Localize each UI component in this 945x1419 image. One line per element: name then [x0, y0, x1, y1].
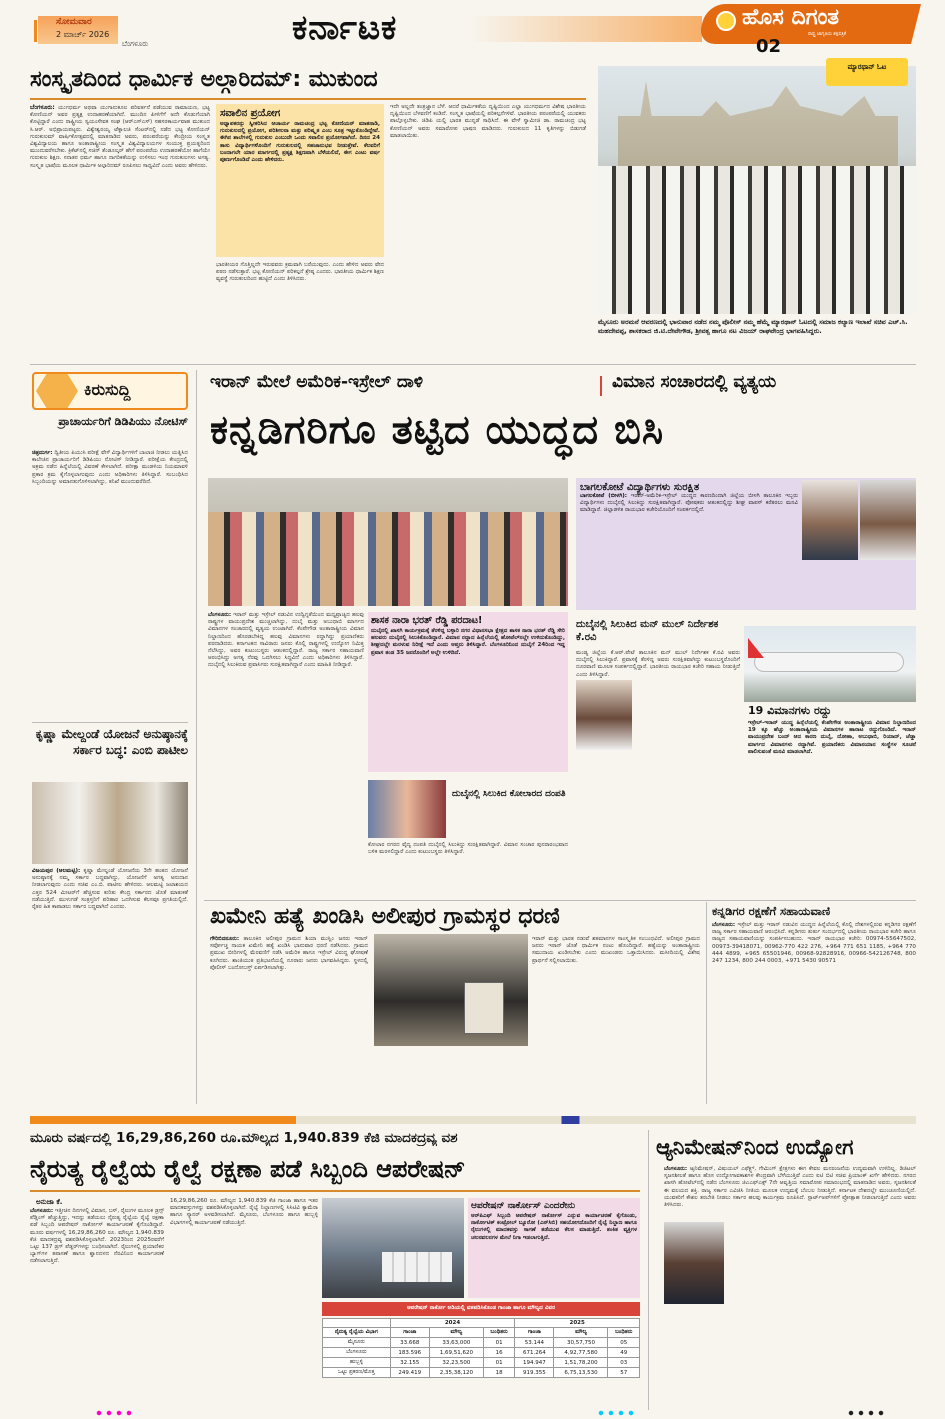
- story1-dateline: ಬೆಂಗಳೂರು:: [30, 104, 55, 111]
- naara-body: ದುಬೈನಲ್ಲಿ ಖಾಸಗಿ ಕಾರ್ಯಕ್ರಮಕ್ಕೆ ತೆರಳಿದ್ದ ಬಳ್ಳಾರಿ ನಗರ ವಿಧಾನಸಭಾ ಕ್ಷೇತ್ರದ ಶಾಸಕ ನಾರಾ ಭರತ್ ರೆಡ್ಡಿ ಸೇರಿ ಹಲವರು ದುಬೈನಲ್ಲಿ ಸಿಲುಕಿಕೊಂಡಿದ್ದಾರೆ. ವಿಮಾನ ರದ್ದಾದ ಹಿನ್ನೆಲೆಯಲ್ಲಿ ಹೋಟೆಲ್‌ನಲ್ಲೇ ಉಳಿದುಕೊಂಡಿದ್ದು, ಶೀಘ್ರದಲ್ಲೇ ಮರಳುವ ನಿರೀಕ್ಷೆ ಇದೆ ಎಂದು ಆಪ್ತರು ತಿಳಿಸಿದ್ದಾರೆ. ಬೆಂಗಳೂರಿನಿಂದ ದುಬೈಗೆ 24ರಿಂದ ಇದ್ದ ಪ್ರವಾಸ ತಂಡ 35 ಜನರೊಂದಿಗೆ ಅಲ್ಲೇ ಉಳಿದಿದೆ.: [371, 628, 565, 656]
- col-header: ಬಂಧಿತರು: [608, 1328, 640, 1338]
- table-cell: ಬೆಂಗಳೂರು: [323, 1348, 391, 1358]
- flights-title: 19 ವಿಮಾನಗಳು ರದ್ದು: [748, 704, 832, 717]
- krishna-text: ಕೃಷ್ಣಾ ಮೇಲ್ದಂಡೆ ಯೋಜನೆಯ 3ನೇ ಹಂತದ ಯೋಜನೆ ಅನುಷ್ಠಾನಕ್ಕೆ ನಮ್ಮ ಸರ್ಕಾರ ಬದ್ಧವಾಗಿದ್ದು, ಯೋಜನೆಗೆ ಅಗತ್ಯ ಅನುದಾನ ನೀಡಲಾಗುವುದು ಎಂದು ಸಚಿವ ಎಂ.ಬಿ. ಪಾಟೀಲ ಹೇಳಿದರು. ಆಲಮಟ್ಟಿ ಜಲಾಶಯದ ಎತ್ತರ 524 ಮೀಟರ್‌ಗೆ ಹೆಚ್ಚಿಸುವ ಕುರಿತು ಕೇಂದ್ರ ಸರ್ಕಾರದ ಜೊತೆ ಮಾತುಕತೆ ನಡೆಯುತ್ತಿದೆ. ಮುಳುಗಡೆ ಸಂತ್ರಸ್ತರಿಗೆ ಪರಿಹಾರ ಒದಗಿಸುವ ಕೆಲಸವೂ ಪ್ರಗತಿಯಲ್ಲಿದೆ. ರೈತರ ಹಿತ ಕಾಪಾಡಲು ಸರ್ಕಾರ ಬದ್ಧವಾಗಿದೆ ಎಂದರು.: [32, 868, 188, 911]
- kirusuddi-dateline: ಚಿತ್ರದುರ್ಗ:: [32, 450, 53, 456]
- helpline-text: ಇಸ್ರೇಲ್ ಮತ್ತು ಇರಾನ್ ನಡುವಿನ ಯುದ್ಧದ ಹಿನ್ನೆಲೆಯಲ್ಲಿ ಕೊಲ್ಲಿ ದೇಶಗಳಲ್ಲಿರುವ ಕನ್ನಡಿಗರ ರಕ್ಷಣೆಗೆ ರಾಜ್ಯ ಸರ್ಕಾರ ಸಹಾಯವಾಣಿ ಆರಂಭಿಸಿದೆ. ಕನ್ನಡಿಗರು ತುರ್ತು ಸಂದರ್ಭದಲ್ಲಿ ಭಾರತೀಯ ರಾಯಭಾರ ಕಚೇರಿ ಹಾಗೂ ರಾಜ್ಯದ ಸಹಾಯವಾಣಿಯನ್ನು ಸಂಪರ್ಕಿಸಬಹುದು. ಇರಾನ್ ರಾಯಭಾರ ಕಚೇರಿ: 00974-55647502, 00973-39418071, 00962-770 422 276, +964 771 651 1185, +964 770 444 4899, +965 65501946, 00968-92828916, 00966-542126748, 800 247 1234, 800 244 0003, +971 5430 90571: [712, 922, 916, 965]
- table-cell: 919.355: [515, 1368, 554, 1378]
- table-cell: 249.419: [390, 1368, 429, 1378]
- khamenei-headline: ಖಮೇನಿ ಹತ್ಯೆ ಖಂಡಿಸಿ ಅಲೀಪುರ ಗ್ರಾಮಸ್ಥರ ಧರಣಿ: [210, 904, 560, 929]
- col-header: ನೈರುತ್ಯ ರೈಲ್ವೆಯ ವಿಭಾಗ: [323, 1328, 391, 1338]
- year-2024: 2024: [390, 1319, 515, 1328]
- war-headline: ಕನ್ನಡಿಗರಿಗೂ ತಟ್ಟಿದ ಯುದ್ಧದ ಬಿಸಿ: [210, 407, 665, 453]
- table-cell: ಮೈಸೂರು: [323, 1338, 391, 1348]
- narco-table: [322, 1318, 640, 1378]
- kr-title: ದುಬೈನಲ್ಲಿ ಸಿಲುಕಿದ ಮನ್ ಮುಲ್ ನಿರ್ದೇಶಕ ಕೆ.ರವಿ: [576, 619, 719, 643]
- kr-photo: [576, 680, 632, 750]
- table-cell: 57: [608, 1368, 640, 1378]
- war-dateline: ಬೆಂಗಳೂರು:: [208, 612, 232, 618]
- minister-photo: [664, 1222, 724, 1304]
- table-row: [323, 1368, 640, 1378]
- plane-tail: [748, 638, 764, 658]
- rail-rule: [30, 1190, 640, 1192]
- table-cell: 30,57,750: [554, 1338, 608, 1348]
- col-header: ಮೌಲ್ಯ: [554, 1328, 608, 1338]
- table-cell: 18: [483, 1368, 514, 1378]
- table-cell: 32,23,500: [429, 1358, 483, 1368]
- kicker-divider: [600, 376, 602, 396]
- krishna-photo: [32, 782, 188, 864]
- rail-body: [30, 1208, 164, 1406]
- col-header: ಮೌಲ್ಯ: [429, 1328, 483, 1338]
- krishna-headline: ಕೃಷ್ಣಾ ಮೇಲ್ದಂಡೆ ಯೋಜನೆ ಅನುಷ್ಠಾನಕ್ಕೆ ಸರ್ಕಾರ ಬದ್ಧ: ಎಂಬಿ ಪಾಟೀಲ: [35, 727, 188, 757]
- table-cell: 33,63,000: [429, 1338, 483, 1348]
- table-cell: 4,92,77,580: [554, 1348, 608, 1358]
- kirusuddi-text: ದ್ವಿತೀಯ ಪಿಯುಸಿ ಪರೀಕ್ಷೆ ವೇಳೆ ವಿದ್ಯಾರ್ಥಿಗಳಿಗೆ ಬಾಲಾಜಿ ನೀಡಲು ಯತ್ನಿಸಿದ ಕಾಲೇಜಿನ ಪ್ರಾಚಾರ್ಯರಿಗೆ ಡಿಡಿಪಿಯು ನೋಟಿಸ್ ನೀಡಿದ್ದಾರೆ. ಪರೀಕ್ಷೆಯ ಕೇಂದ್ರದಲ್ಲಿ ಅಕ್ರಮ ನಡೆದ ಹಿನ್ನೆಲೆಯಲ್ಲಿ ವಿವರಣೆ ಕೇಳಲಾಗಿದೆ. ಪರೀಕ್ಷಾ ಮಂಡಳಿಯ ನಿಯಮಾವಳಿ ಪ್ರಕಾರ ಕ್ರಮ ಕೈಗೊಳ್ಳಲಾಗುವುದು ಎಂದು ಅಧಿಕಾರಿಗಳು ತಿಳಿಸಿದ್ದಾರೆ. ಸಂಬಂಧಿಸಿದ ಸಿಬ್ಬಂದಿಯನ್ನು ಅಮಾನತುಗೊಳಿಸಲಾಗಿದ್ದು, ತನಿಖೆ ಮುಂದುವರೆದಿದೆ.: [32, 450, 188, 485]
- masthead-city: ಬೆಂಗಳೂರು: [122, 40, 149, 48]
- palace-silhouette: [618, 76, 898, 176]
- student-photo-2: [860, 480, 916, 560]
- table-cell: 01: [483, 1338, 514, 1348]
- animation-dateline: ಬೆಂಗಳೂರು:: [664, 1166, 688, 1172]
- bagalkote-title: ಬಾಗಲಕೋಟೆ ವಿದ್ಯಾರ್ಥಿಗಳು ಸುರಕ್ಷಿತ: [580, 482, 700, 493]
- kirusuddi-label: ಕಿರುಸುದ್ದಿ: [84, 380, 131, 399]
- rail-headline: ನೈರುತ್ಯ ರೈಲ್ವೆಯ ರೈಲ್ವೆ ರಕ್ಷಣಾ ಪಡೆ ಸಿಬ್ಬಂದಿ ಆಪರೇಷನ್: [30, 1155, 466, 1183]
- helpline-dateline: ಬೆಂಗಳೂರು:: [712, 922, 736, 928]
- table-cell: 1,51,78,200: [554, 1358, 608, 1368]
- airport-photo: [208, 478, 568, 606]
- table-cell: 1,69,51,620: [429, 1348, 483, 1358]
- war-text: ಇರಾನ್ ಮತ್ತು ಇಸ್ರೇಲ್ ನಡುವಿನ ಉದ್ವಿಗ್ನತೆಯಿಂದ ಮಧ್ಯಪ್ರಾಚ್ಯದ ಹಲವು ರಾಷ್ಟ್ರಗಳ ವಾಯುಪ್ರದೇಶ ಮುಚ್ಚಲಾಗಿದ್ದು, ದುಬೈ ಮತ್ತು ಅಬುಧಾಬಿ ಮಾರ್ಗದ ವಿಮಾನಗಳ ಸಂಚಾರದಲ್ಲಿ ವ್ಯತ್ಯಯ ಉಂಟಾಗಿದೆ. ಕೆಂಪೇಗೌಡ ಅಂತಾರಾಷ್ಟ್ರೀಯ ವಿಮಾನ ನಿಲ್ದಾಣದಿಂದ ಹೊರಡಬೇಕಿದ್ದ ಹಲವು ವಿಮಾನಗಳು ರದ್ದಾಗಿದ್ದು ಪ್ರಯಾಣಿಕರು ಪರದಾಡಿದರು. ಕರ್ನಾಟಕದ ಸಾವಿರಾರು ಜನರು ಕೊಲ್ಲಿ ರಾಷ್ಟ್ರಗಳಲ್ಲಿ ಉದ್ಯೋಗ ನಿಮಿತ್ತ ನೆಲೆಸಿದ್ದು, ಅವರ ಕುಟುಂಬಸ್ಥರು ಆತಂಕದಲ್ಲಿದ್ದಾರೆ. ರಾಜ್ಯ ಸರ್ಕಾರ ಸಹಾಯವಾಣಿ ಆರಂಭಿಸಿದ್ದು ಅಗತ್ಯ ನೆರವು ಒದಗಿಸಲು ಸಿದ್ಧವಿದೆ ಎಂದು ಅಧಿಕಾರಿಗಳು ತಿಳಿಸಿದ್ದಾರೆ. ದುಬೈನಲ್ಲಿ ಸಿಲುಕಿರುವ ಪ್ರವಾಸಿಗರು ಸುರಕ್ಷಿತವಾಗಿದ್ದಾರೆ ಎಂದು ಮಾಹಿತಿ ನೀಡಿದ್ದಾರೆ.: [208, 612, 364, 669]
- narcos-box: [468, 1198, 640, 1298]
- table-cell: 53.144: [515, 1338, 554, 1348]
- rail-col2: 16,29,86,260 ರೂ. ಮೌಲ್ಯದ 1,940.839 ಕೆಜಿ ಗಾಂಜಾ ಹಾಗೂ ಇತರ ಮಾದಕವಸ್ತುಗಳನ್ನು ವಶಪಡಿಸಿಕೊಳ್ಳಲಾಗಿದೆ. ರೈಲ್ವೆ ನಿಲ್ದಾಣಗಳಲ್ಲಿ ಸಿಸಿಟಿವಿ ಕ್ಯಾಮೆರಾ ಹಾಗೂ ಸ್ಕ್ಯಾನರ್ ಅಳವಡಿಸಲಾಗಿದೆ. ಮೈಸೂರು, ಬೆಂಗಳೂರು ಹಾಗೂ ಹುಬ್ಬಳ್ಳಿ ವಿಭಾಗಗಳಲ್ಲಿ ಕಾರ್ಯಾಚರಣೆ ನಡೆಯುತ್ತಿದೆ.: [170, 1198, 318, 1226]
- plane-shape: [754, 652, 904, 672]
- portrait-poster: [464, 982, 504, 1034]
- animation-headline: ಆ್ಯನಿಮೇಷನ್‌ನಿಂದ ಉದ್ಯೋಗ: [656, 1135, 854, 1159]
- helpline-title: ಕನ್ನಡಿಗರ ರಕ್ಷಣೆಗೆ ಸಹಾಯವಾಣಿ: [712, 904, 831, 918]
- print-register-marks: [846, 1410, 886, 1416]
- war-kicker2: ವಿಮಾನ ಸಂಚಾರದಲ್ಲಿ ವ್ಯತ್ಯಯ: [612, 372, 777, 392]
- narco-table-body: [323, 1338, 640, 1378]
- naara-box: [368, 612, 568, 772]
- story1-text: ಯುಗಧರ್ಮ ಅಥವಾ ಯುಗಾನುಕೂಲ ಪರಿವರ್ತನೆ ಪಡೆಯುವ ರಾಮಾಯಣ, ಭಟ್ಟ ಕೋಣಿಯನ್ ಅವರ ಪ್ರತ್ಯಕ್ಷ ಉದಾಹರಣೆಯಾಗಿದೆ. ಮುಂದಿನ ಪೀಳಿಗೆಗೆ ಅದೇ ಕೊಡುಗೆಯಾಗಿ ಕೊಟ್ಟಿದ್ದಾರೆ ಎಂದು ರಾಷ್ಟ್ರೀಯ ಸ್ವಯಂಸೇವಕ ಸಂಘ (ಆರ್‌ಎಸ್‌ಎಸ್) ಸಹಸರಕಾರ್ಯವಾಹ ಮುಕುಂದ ಸಿ.ಆರ್. ಅಭಿಪ್ರಾಯಪಟ್ಟರು. ವಿಶ್ವೇಶ್ವರಯ್ಯ ಟೆಕ್ನಾಲಜಿ ಸೆಂಟರ್‌ನಲ್ಲಿ ನಡೆದ ಭಟ್ಟ ಕೋಣಿಯನ್ ಗುರುಕುಲಮ್ ವಾರ್ಷಿಕೋತ್ಸವದಲ್ಲಿ ಮಾತನಾಡಿದ ಅವರು, ಪರಂಪರೆಯನ್ನು ಕೇಂದ್ರೀಯ ಸಂಸ್ಕೃತ ವಿಶ್ವವಿದ್ಯಾಲಯ ಹಾಗೂ ಅಂತಾರಾಷ್ಟ್ರೀಯ ಸಂಸ್ಕೃತ ವಿಶ್ವವಿದ್ಯಾಲಯಗಳ ಸಂಯುಕ್ತ ಪ್ರಯತ್ನದಿಂದ ಮುಂದುವರೆಸಬೇಕು. ಕ್ರಿಕೆಟ್‌ನಲ್ಲಿ ಸಚಿನ್ ತೆಂಡೂಲ್ಕರ್ ಹೇಗೆ ಪರಂಪರೆಯ ಉದಾಹರಣೆಯೋ ಹಾಗೆಯೇ ಗುರುಕುಲ ಶಿಕ್ಷಣ. ಸನಾತನ ಧರ್ಮ ಹಾಗೂ ನಾಗರಿಕತೆಯನ್ನು ಉಳಿಸಲು ಇಂಥ ಗುರುಕುಲಗಳು ಅಗತ್ಯ. ಸಂಸ್ಕೃತ ಭಾಷೆಯ ಮೂಲಕ ಧಾರ್ಮಿಕ ಅಲ್ಗಾರಿದಮ್ ರೂಪಿಸಲು ಸಾಧ್ಯವಿದೆ ಎಂದು ಅವರು ಹೇಳಿದರು.: [30, 105, 210, 169]
- table-cell: ಒಟ್ಟು ಪ್ರಕರಣ/ಮೊತ್ತ: [323, 1368, 391, 1378]
- bagalkote-text: ಇರಾನ್-ಅಮೆರಿಕ-ಇಸ್ರೇಲ್ ಯುದ್ಧದ ಕಾರಣದಿಂದಾಗಿ ಜಿಲ್ಲೆಯ ಬೀಳಗಿ ತಾಲೂಕಿನ ಇಬ್ಬರು ವಿದ್ಯಾರ್ಥಿಗಳು ದುಬೈನಲ್ಲಿ ಸಿಲುಕಿದ್ದು ಸುರಕ್ಷಿತವಾಗಿದ್ದಾರೆ. ಪೋಷಕರು ಆತಂಕದಲ್ಲಿದ್ದು ಶೀಘ್ರ ವಾಪಸ್ ಕರೆತರಲು ಮನವಿ ಮಾಡಿದ್ದಾರೆ. ಜಿಲ್ಲಾಡಳಿತ ರಾಯಭಾರ ಕಚೇರಿಯೊಂದಿಗೆ ಸಂಪರ್ಕದಲ್ಲಿದೆ.: [580, 493, 798, 514]
- narco-table-title: ಆಪರೇಷನ್ ನಾರ್ಕೋ ಅಡಿಯಲ್ಲಿ ವಶಪಡಿಸಿಕೊಂಡ ಗಾಂಜಾ ಹಾಗೂ ಮೌಲ್ಯದ ವಿವರ: [406, 1305, 556, 1311]
- marathon-caption: ಮೈಸೂರು ಅರಮನೆ ಆವರಣದಲ್ಲಿ ಭಾನುವಾರ ನಡೆದ ನಮ್ಮ ಪೊಲೀಸ್ ನಮ್ಮ ಹೆಮ್ಮೆ ಮ್ಯಾರಥಾನ್ ಓಟದಲ್ಲಿ ಸಮಾಜ ಕಲ್ಯಾಣ ಇಲಾಖೆ ಸಚಿವ ಎಚ್.ಸಿ. ಮಹದೇವಪ್ಪ, ಶಾಸಕರಾದ ಜಿ.ಟಿ.ದೇವೇಗೌಡ, ಶ್ರೀವತ್ಸ ಹಾಗೂ ನಟ ವಿಜಯ್ ರಾಘವೇಂದ್ರ ಭಾಗವಹಿಸಿದ್ದರು.: [598, 318, 908, 335]
- kolar-photo: [368, 780, 446, 838]
- rail-dateline: ಬೆಂಗಳೂರು:: [30, 1208, 54, 1214]
- col-header: ಗಾಂಜಾ: [390, 1328, 429, 1338]
- year-spacer: [323, 1319, 391, 1328]
- table-cell: 33.668: [390, 1338, 429, 1348]
- khamenei-col2: ಇರಾನ್ ಮತ್ತು ಭಾರತ ನಡುವೆ ಶತಮಾನಗಳ ಸಾಂಸ್ಕೃತಿಕ ಸಂಬಂಧವಿದೆ. ಅಲೀಪುರ ಗ್ರಾಮದ ಜನರು ಇರಾನ್ ಜೊತೆ ಧಾರ್ಮಿಕ ನಂಟು ಹೊಂದಿದ್ದಾರೆ. ಹತ್ಯೆಯನ್ನು ಅಂತಾರಾಷ್ಟ್ರೀಯ ಸಮುದಾಯ ಖಂಡಿಸಬೇಕು ಎಂದು ಮುಖಂಡರು ಒತ್ತಾಯಿಸಿದರು. ಮಸೀದಿಯಲ್ಲಿ ವಿಶೇಷ ಪ್ರಾರ್ಥನೆ ಸಲ್ಲಿಸಲಾಯಿತು.: [532, 936, 700, 964]
- lamp-icon: [716, 11, 736, 31]
- vertical-rule-3: [648, 1130, 649, 1410]
- kirusuddi-rule: [32, 722, 188, 723]
- masthead: [0, 0, 945, 56]
- masthead-date: 2 ಮಾರ್ಚ್ 2026: [56, 30, 110, 39]
- sidebox-body: ಅಧ್ಯಾಪಕರನ್ನು ಸ್ವೀಕರಿಸಿದ ಆಚಾರ್ಯ ರಾಮಚಂದ್ರ ಭಟ್ಟ ಕೋಣಿಯನ್ ಮಾತನಾಡಿ, ಗುರುಕುಲದಲ್ಲಿ ಪ್ರಯೋಗ, ಪರಿಶೀಲನಾ ಮತ್ತು ಪರಿಷ್ಕೃತ ಎಂಬ ಸೂತ್ರ ಇಟ್ಟುಕೊಂಡಿದ್ದೇವೆ. ಈಗಿನ ಶಾಲೆಗಳಲ್ಲಿ ಗುರುಕುಲ ಎಂಬುದೇ ಒಂದು ಸವಾಲಿನ ಪ್ರಯೋಗವಾಗಿದೆ. ದಿನದ 24 ತಾಸು ವಿದ್ಯಾರ್ಥಿಗಳೊಂದಿಗೆ ಗುರುಕುಲದಲ್ಲಿ ಸಹಜಾನುಭವ ನೀಡುತ್ತೇವೆ. ಕೆಲವರಿಗೆ ಬಂದಾಗಲೇ ಯಾರ ಮಾರ್ಗದಲ್ಲಿ ಪ್ರತ್ಯಕ್ಷ ಶಿಕ್ಷಣವಾಗಿ ಬೆಳೆಯಲಿದೆ, ಈಗ ಎಂಟು ವರ್ಷ ಪೂರ್ಣಗೊಂಡಿದೆ ಎಂದು ಹೇಳಿದರು.: [220, 121, 380, 164]
- table-cell: 6,75,13,530: [554, 1368, 608, 1378]
- kirusuddi-title: ಪ್ರಾಚಾರ್ಯರಿಗೆ ಡಿಡಿಪಿಯು ನೋಟಿಸ್: [58, 415, 188, 428]
- airport-crowd: [208, 512, 568, 606]
- table-cell: 671.264: [515, 1348, 554, 1358]
- print-register-marks: [596, 1410, 636, 1416]
- print-register-marks: [94, 1410, 134, 1416]
- table-cell: 16: [483, 1348, 514, 1358]
- table-cell: ಹುಬ್ಬಳ್ಳಿ: [323, 1358, 391, 1368]
- rail-byline: ಅನುಜಾ ಕೆ.: [36, 1198, 63, 1206]
- kolar-body: ಕೋಲಾರ ನಗರದ ವೈದ್ಯ ದಂಪತಿ ದುಬೈನಲ್ಲಿ ಸಿಲುಕಿದ್ದು ಸುರಕ್ಷಿತವಾಗಿದ್ದಾರೆ. ವಿಮಾನ ಸಂಚಾರ ಪುನರಾರಂಭವಾದ ಬಳಿಕ ಮರಳಲಿದ್ದಾರೆ ಎಂದು ಕುಟುಂಬಸ್ಥರು ತಿಳಿಸಿದ್ದಾರೆ.: [368, 842, 568, 856]
- kirusuddi-body: [32, 450, 188, 720]
- story1-headline: ಸಂಸ್ಕೃತದಿಂದ ಧಾರ್ಮಿಕ ಅಲ್ಗಾರಿದಮ್: ಮುಕುಂದ: [30, 67, 378, 92]
- table-cell: 05: [608, 1338, 640, 1348]
- rail-kicker: ಮೂರು ವರ್ಷದಲ್ಲಿ 16,29,86,260 ರೂ.ಮೌಲ್ಯದ 1,940.839 ಕೆಜಿ ಮಾದಕದ್ರವ್ಯ ವಶ: [30, 1130, 458, 1146]
- sidebox-title: ಸವಾಲಿನ ಪ್ರಯೋಗ: [220, 108, 281, 119]
- table-cell: 194.947: [515, 1358, 554, 1368]
- divider-2: [204, 900, 916, 901]
- year-2025: 2025: [515, 1319, 640, 1328]
- masthead-left-bar: [34, 20, 37, 42]
- khamenei-photo: [374, 934, 528, 1046]
- khamenei-dateline: ಗೌರಿಬಿದನೂರು:: [210, 936, 240, 942]
- animation-text: ಆ್ಯನಿಮೇಷನ್, ವಿಷುಯಲ್ ಎಫೆಕ್ಟ್ಸ್, ಗೇಮಿಂಗ್ ಕ್ಷೇತ್ರಗಳು ಈಗ ಕೇವಲ ಮನರಂಜನೆಯ ಉದ್ಯಮವಾಗಿ ಉಳಿದಿಲ್ಲ. ಡಿಜಿಟಲ್ ಸೃಜನಶೀಲತೆ ಹಾಗೂ ಹೊಸ ಉದ್ಯೋಗಾವಕಾಶಗಳ ಕೇಂದ್ರವಾಗಿ ಬೆಳೆಯುತ್ತಿವೆ ಎಂದು ಐಟಿ ಬಿಟಿ ಸಚಿವ ಪ್ರಿಯಾಂಕ್ ಖರ್ಗೆ ಹೇಳಿದರು. ನಗರದ ಖಾಸಗಿ ಹೋಟೆಲ್‌ನಲ್ಲಿ ನಡೆದ ಬೆಂಗಳೂರು ಜಿಎಎಫ್‌ಎಕ್ಸ್ 7ನೇ ಆವೃತ್ತಿಯ ಸಮಾರೋಪ ಸಮಾರಂಭದಲ್ಲಿ ಮಾತನಾಡಿದ ಅವರು, ಸೃಜನಶೀಲತೆ ಈ ವಲಯದ ಶಕ್ತಿ. ರಾಜ್ಯ ಸರ್ಕಾರ ಎವಿಜಿಸಿ ನೀತಿಯ ಮೂಲಕ ಉದ್ಯಮಕ್ಕೆ ಬೆಂಬಲ ನೀಡುತ್ತಿದೆ. ಕರ್ನಾಟಕ ದೇಶದಲ್ಲೇ ಮುಂಚೂಣಿಯಲ್ಲಿದೆ. ಯುವಕರಿಗೆ ಕೌಶಲ ತರಬೇತಿ ನೀಡಲು ಸರ್ಕಾರ ಹಲವು ಕಾರ್ಯಕ್ರಮ ರೂಪಿಸಿದೆ. ಸ್ಟಾರ್ಟ್‌ಅಪ್‌ಗಳಿಗೆ ಪ್ರೋತ್ಸಾಹ ನೀಡಲಾಗುತ್ತಿದೆ ಎಂದು ಅವರು ತಿಳಿಸಿದರು.: [664, 1166, 916, 1209]
- table-cell: 03: [608, 1358, 640, 1368]
- bagalkote-dateline: ಬಾಗಲಕೋಟೆ (ಬೀಳಗಿ):: [580, 493, 628, 499]
- flights-body: ಇಸ್ರೇಲ್-ಇರಾನ್ ಯುದ್ಧ ಹಿನ್ನೆಲೆಯಲ್ಲಿ ಕೆಂಪೇಗೌಡ ಅಂತಾರಾಷ್ಟ್ರೀಯ ವಿಮಾನ ನಿಲ್ದಾಣದಿಂದ 19 ಕ್ಕೂ ಹೆಚ್ಚು ಅಂತಾರಾಷ್ಟ್ರೀಯ ವಿಮಾನಗಳ ಹಾರಾಟ ರದ್ದುಗೊಂಡಿದೆ. ಇರಾನ್ ವಾಯುಪ್ರದೇಶ ಬಂದ್ ಆದ ಕಾರಣ ದುಬೈ, ದೋಹಾ, ಅಬುಧಾಬಿ, ರಿಯಾದ್, ಜೆಡ್ಡಾ ಮಾರ್ಗದ ವಿಮಾನಗಳು ರದ್ದಾಗಿವೆ. ಪ್ರಯಾಣಿಕರು ವಿಮಾನಯಾನ ಸಂಸ್ಥೆಗಳ ಸೂಚನೆ ಪಾಲಿಸುವಂತೆ ಮನವಿ ಮಾಡಲಾಗಿದೆ.: [748, 720, 916, 755]
- story1-body: [30, 104, 210, 360]
- rail-photo: [322, 1198, 464, 1298]
- kolar-title: ದುಬೈನಲ್ಲಿ ಸಿಲುಕಿದ ಕೋಲಾರದ ದಂಪತಿ: [452, 789, 566, 799]
- table-cell: 32.155: [390, 1358, 429, 1368]
- divider-1: [30, 364, 916, 365]
- naara-title: ಶಾಸಕ ನಾರಾ ಭರತ್ ರೆಡ್ಡಿ ಪರದಾಟ!: [371, 615, 483, 626]
- student-photo-1: [802, 480, 858, 560]
- war-kicker: ಇರಾನ್ ಮೇಲೆ ಅಮೆರಿಕ-ಇಸ್ರೇಲ್ ದಾಳಿ: [210, 372, 424, 392]
- masthead-stripe: [470, 16, 702, 42]
- krishna-dateline: ವಿಜಯಪುರ (ಆಲಮಟ್ಟಿ):: [32, 868, 81, 874]
- table-row: [323, 1338, 640, 1348]
- vertical-rule-1: [196, 370, 197, 1104]
- table-cell: 183.596: [390, 1348, 429, 1358]
- story1-col3: ಇದೇ ಅಲ್ಲದೇ ತಂತ್ರಜ್ಞಾನ ಬೆಳೆ. ಆದರೆ ಧಾರ್ಮಿಕತೆಯ ದೃಷ್ಟಿಯಿಂದ ಎಲ್ಲಾ ಯುಗಧರ್ಮದ ವಿಶೇಷ ಭಾರತೀಯ ದೃಷ್ಟಿಯಿಂದ ಬೆಳವಣಿಗೆ ಕಂಡಿದೆ. ಸಂಸ್ಕೃತ ಭಾಷೆಯಲ್ಲಿ ಪರಿಕಲ್ಪನೆಗಳಿವೆ. ಭಾರತೀಯ ಪರಂಪರೆಯಲ್ಲಿ ಯುವಕರು ಪಾಲ್ಗೊಳ್ಳಬೇಕು. ಜಿಡಿಪಿ ಯಲ್ಲಿ ಭಾರತ ಮುನ್ನಡೆ ಸಾಧಿಸಿದೆ. ಈ ವೇಳೆ ಸ್ವಾಮೀಜಿ ಡಾ. ರಾಮಚಂದ್ರ ಭಟ್ಟ ಕೋಣಿಯನ್ ಅವರು ಸಮಾರೋಪ ಭಾಷಣ ಮಾಡಿದರು. ಗುರುಕುಲದ 11 ಕೃತಿಗಳನ್ನು ಬಿಡುಗಡೆ ಮಾಡಲಾಯಿತು.: [390, 104, 586, 139]
- paper-tagline: ರಾಷ್ಟ್ರ ಜಾಗೃತಿಯ ಶಕ್ತಿಪತ್ರಿಕೆ: [808, 32, 847, 37]
- seized-bags: [382, 1252, 452, 1282]
- table-cell: 49: [608, 1348, 640, 1358]
- war-body: [208, 612, 364, 898]
- runners-crowd: [598, 166, 916, 314]
- marathon-tag-text: ಮ್ಯಾರಥಾನ್ ಓಟ: [847, 63, 887, 71]
- table-cell: 01: [483, 1358, 514, 1368]
- krishna-body: [32, 868, 188, 1104]
- helpline-body: [712, 922, 916, 1104]
- story1-sidebox: [216, 104, 384, 257]
- page-number: 02: [756, 36, 782, 57]
- story1-rule: [30, 98, 586, 100]
- table-row: [323, 1348, 640, 1358]
- khamenei-body: [210, 936, 368, 1106]
- narcos-body: ಆರ್‌ಪಿಎಫ್ ಸಿಬ್ಬಂದಿ ಆಪರೇಷನ್ ನಾರ್ಕೋಸ್ ಎನ್ನುವ ಕಾರ್ಯಾಚರಣೆ ಕೈಗೊಂಡು, ನಾರ್ಕೋಟಿಕ್ ಕಂಟ್ರೋಲ್ ಬ್ಯೂರೋ (ಎನ್‌ಸಿಬಿ) ಸಹಯೋಗದೊಂದಿಗೆ ರೈಲ್ವೆ ನಿಲ್ದಾಣ ಹಾಗೂ ರೈಲುಗಳಲ್ಲಿ ಮಾದಕವಸ್ತು ಸಾಗಣೆ ತಡೆಯುವ ಕೆಲಸ ಮಾಡುತ್ತಿದೆ. ಶಂಕಿತ ವ್ಯಕ್ತಿಗಳ ಚಲನವಲನಗಳ ಮೇಲೆ ನಿಗಾ ಇಡಲಾಗುತ್ತಿದೆ.: [471, 1213, 637, 1241]
- col-header: ಬಂಧಿತರು: [483, 1328, 514, 1338]
- story1-col2: ಭಾರತೀಯರ ಗೊತ್ತಿಲ್ಲದೇ ಇರುವವರು ಕ್ರಮವಾಗಿ ಬರೆಯುವುದು. ಎಂದು ಹೇಳಿದ ಅವರು ವೇದ ಪಠಣ ನಡೆಸುತ್ತಾರೆ. ಭಟ್ಟ ಕೋಣಿಯನ್ ಪರಿಕಲ್ಪನೆ ಶ್ರೇಷ್ಠ ಎಂದರು. ಭಾರತೀಯ ಧಾರ್ಮಿಕ ಶಿಕ್ಷಣ ವ್ಯವಸ್ಥೆ ಗುರುಕುಲದಿಂದ ಹುಟ್ಟಿದೆ ಎಂದು ತಿಳಿಸಿದರು.: [216, 262, 384, 283]
- narcos-title: ಆಪರೇಷನ್ ನಾರ್ಕೋಸ್ ಎಂದರೇನು: [471, 1201, 576, 1211]
- bagalkote-body-wrap: [580, 493, 798, 541]
- rail-text: ಇತ್ತೀಚಿನ ದಿನಗಳಲ್ಲಿ ವಿಮಾನ, ಬಸ್, ರೈಲುಗಳ ಮೂಲಕ ಡ್ರಗ್ಸ್ ಪೆಡ್ಲಿಂಗ್ ಹೆಚ್ಚುತ್ತಿದ್ದು, ಇದನ್ನು ತಡೆಯಲು ನೈರುತ್ಯ ರೈಲ್ವೆಯ ರೈಲ್ವೆ ರಕ್ಷಣಾ ಪಡೆ ಸಿಬ್ಬಂದಿ ಆಪರೇಷನ್ ನಾರ್ಕೋಸ್ ಕಾರ್ಯಾಚರಣೆ ಕೈಗೊಂಡಿದ್ದಾರೆ. ಮೂರು ವರ್ಷಗಳಲ್ಲಿ 16,29,86,260 ರೂ. ಮೌಲ್ಯದ 1,940.839 ಕೆಜಿ ಮಾದಕದ್ರವ್ಯ ವಶಪಡಿಸಿಕೊಳ್ಳಲಾಗಿದೆ. 2023ರಿಂದ 2025ರವರೆಗೆ ಒಟ್ಟು 137 ಡ್ರಗ್ ಪೆಡ್ಲರ್‌ಗಳನ್ನು ಬಂಧಿಸಲಾಗಿದೆ. ರೈಲುಗಳಲ್ಲಿ ಪ್ರಯಾಣಿಕರ ಬ್ಯಾಗ್‌ಗಳ ತಪಾಸಣೆ ಹಾಗೂ ಶ್ವಾನದಳದ ನೆರವಿನಿಂದ ಕಾರ್ಯಾಚರಣೆ ನಡೆಸಲಾಗುತ್ತಿದೆ.: [30, 1208, 164, 1265]
- emirates-photo: [744, 626, 916, 702]
- col-header: ಗಾಂಜಾ: [515, 1328, 554, 1338]
- table-cell: 2,35,38,120: [429, 1368, 483, 1378]
- masthead-day: ಸೋಮವಾರ: [56, 17, 92, 27]
- vertical-rule-2: [706, 902, 707, 1104]
- color-band: [30, 1116, 916, 1124]
- table-row: [323, 1358, 640, 1368]
- kr-body: ಮಂಡ್ಯ ಜಿಲ್ಲೆಯ ಕೆ.ಆರ್.ಪೇಟೆ ತಾಲೂಕಿನ ಮನ್ ಮುಲ್ ನಿರ್ದೇಶಕ ಕೆ.ರವಿ ಅವರು ದುಬೈನಲ್ಲಿ ಸಿಲುಕಿದ್ದಾರೆ. ಪ್ರವಾಸಕ್ಕೆ ತೆರಳಿದ್ದ ಅವರು ಸುರಕ್ಷಿತವಾಗಿದ್ದು ಕುಟುಂಬಸ್ಥರೊಂದಿಗೆ ದೂರವಾಣಿ ಮೂಲಕ ಸಂಪರ್ಕದಲ್ಲಿದ್ದಾರೆ. ಭಾರತೀಯ ರಾಯಭಾರ ಕಚೇರಿ ಸಹಾಯ ನೀಡುತ್ತಿದೆ ಎಂದು ತಿಳಿಸಿದ್ದಾರೆ.: [576, 650, 740, 678]
- khamenei-text: ತಾಲೂಕಿನ ಅಲೀಪುರ ಗ್ರಾಮದ ಶಿಯಾ ಮುಸ್ಲಿಂ ಜನರು ಇರಾನ್ ಸರ್ವೋಚ್ಚ ನಾಯಕ ಖಮೇನಿ ಹತ್ಯೆ ಖಂಡಿಸಿ ಭಾನುವಾರ ಧರಣಿ ನಡೆಸಿದರು. ಗ್ರಾಮದ ಪ್ರಮುಖ ಬೀದಿಗಳಲ್ಲಿ ಮೆರವಣಿಗೆ ನಡೆಸಿ ಅಮೆರಿಕ ಹಾಗೂ ಇಸ್ರೇಲ್ ವಿರುದ್ಧ ಘೋಷಣೆ ಕೂಗಿದರು. ಶಾಂತಿಯುತ ಪ್ರತಿಭಟನೆಯಲ್ಲಿ ನೂರಾರು ಜನರು ಭಾಗವಹಿಸಿದ್ದರು. ಸ್ಥಳದಲ್ಲಿ ಪೊಲೀಸ್ ಬಂದೋಬಸ್ತ್ ಏರ್ಪಡಿಸಲಾಗಿತ್ತು.: [210, 936, 368, 971]
- paper-name: ಹೊಸ ದಿಗಂತ: [742, 5, 840, 30]
- marathon-photo: [598, 66, 916, 314]
- section-title: ಕರ್ನಾಟಕ: [292, 8, 398, 48]
